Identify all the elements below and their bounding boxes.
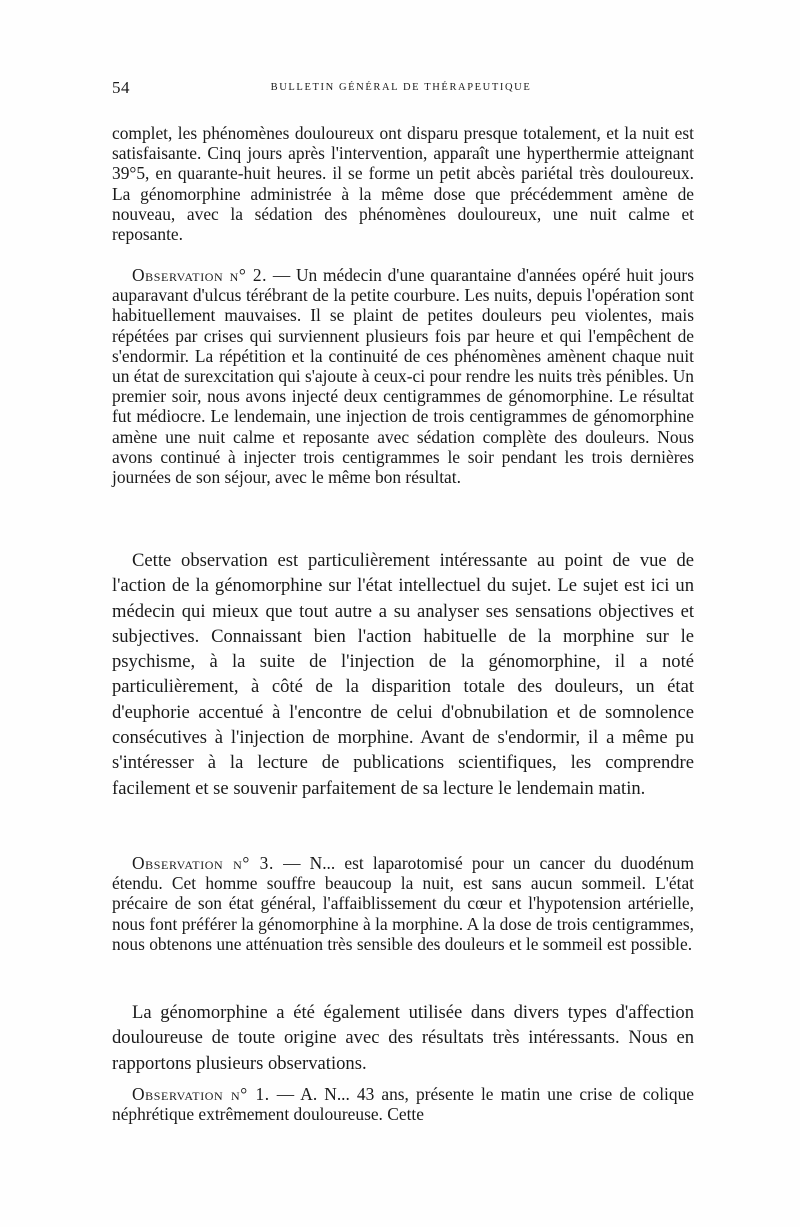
observation-text: — A. N... 43 ans, présente le matin une crise de colique néphrétique extrêmement douloureuse. Cette	[112, 1084, 694, 1125]
running-title: BULLETIN GÉNÉRAL DE THÉRAPEUTIQUE	[270, 82, 532, 93]
page-header	[112, 78, 690, 102]
commentary-paragraph	[112, 548, 694, 801]
observation-heading: Observation n° 1.	[132, 1084, 270, 1104]
observation-2	[112, 265, 694, 487]
paragraph-text: La génomorphine a été également utilisée dans divers types d'affection douloureuse de toute origine avec des résultats très intéressants. Nous en rapportons plusieurs observations.	[112, 1002, 694, 1074]
observation-heading: Observation n° 2.	[132, 265, 268, 285]
observation-1	[112, 1084, 694, 1124]
section-intro-paragraph	[112, 1000, 694, 1076]
observation-text: — N... est laparotomisé pour un cancer du duodénum étendu. Cet homme souffre beaucoup la nuit, est sans aucun sommeil. L'état précaire de son état général, l'affaiblissement du cœur et l'hypotension artérielle, nous font préférer la génomorphine à la morphine. A la dose de trois centigrammes, nous obtenons une atténuation très sensible des douleurs et le sommeil est possible.	[112, 853, 694, 954]
observation-heading: Observation n° 3.	[132, 853, 274, 873]
observation-text: — Un médecin d'une quarantaine d'années opéré huit jours auparavant d'ulcus térébrant de la petite courbure. Les nuits, depuis l'opération sont habituellement mauvaises. Il se plaint de petites douleurs peu violentes, mais répétées par crises qui surviennent plusieurs fois par heure et qui l'empêchent de s'endormir. La répétition et la continuité de ces phénomènes amènent chaque nuit un état de surexcitation qui s'ajoute à ceux-ci pour rendre les nuits très pénibles. Un premier soir, nous avons injecté deux centigrammes de génomorphine. Le résultat fut médiocre. Le lendemain, une injection de trois centigrammes de génomorphine amène une nuit calme et reposante avec sédation complète des douleurs. Nous avons continué à injecter trois centigrammes le soir pendant les trois dernières journées de son séjour, avec le même bon résultat.	[112, 265, 694, 488]
observation-3	[112, 853, 694, 954]
paragraph-text: Cette observation est particulièrement intéressante au point de vue de l'action de la génomorphine sur l'état intellectuel du sujet. Le sujet est ici un médecin qui mieux que tout autre a su analyser ses sensations objectives et subjectives. Connaissant bien l'action habituelle de la morphine sur le psychisme, à la suite de l'injection de la génomorphine, il a noté particulièrement, à côté de la disparition totale des douleurs, un état d'euphorie accentué à l'encontre de celui d'obnubilation et de somnolence consécutives à l'injection de morphine. Avant de s'endormir, il a même pu s'intéresser à la lecture de publications scientifiques, les comprendre facilement et se souvenir parfaitement de sa lecture le lendemain matin.	[112, 550, 694, 799]
page-number: 54	[112, 78, 130, 97]
paragraph-continuation	[112, 123, 694, 244]
paragraph-text: complet, les phénomènes douloureux ont disparu presque totalement, et la nuit est satisfaisante. Cinq jours après l'intervention, apparaît une hyperthermie atteignant 39°5, en quarante-huit heures. il se forme un petit abcès pariétal très douloureux. La génomorphine administrée à la même dose que précédemment amène de nouveau, avec la sédation des phénomènes douloureux, une nuit calme et reposante.	[112, 123, 694, 245]
